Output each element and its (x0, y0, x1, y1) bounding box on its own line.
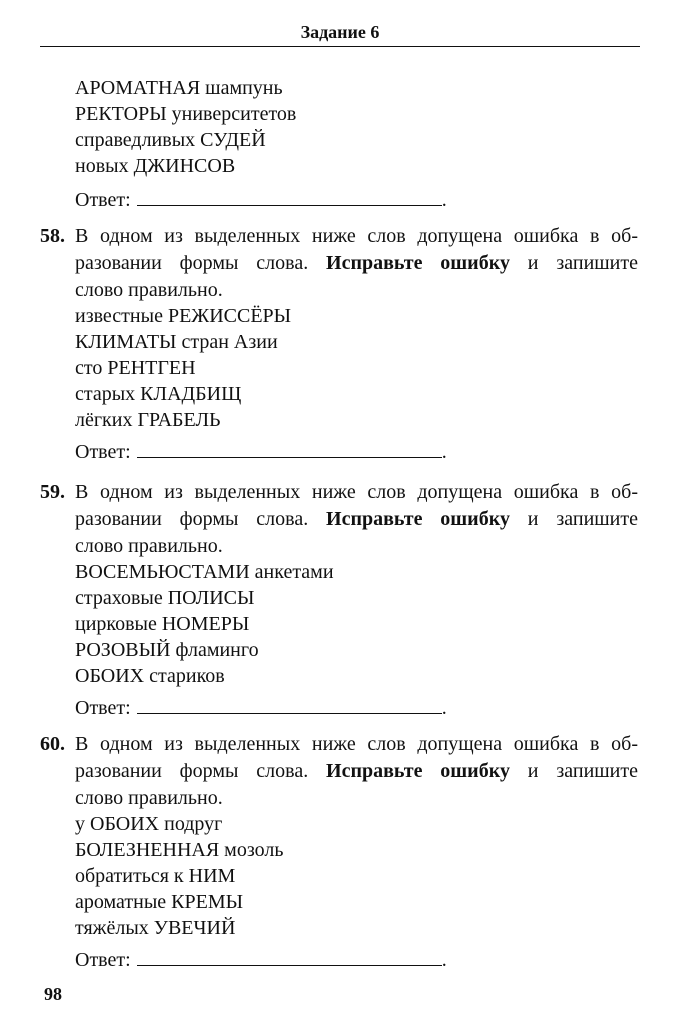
question-text-line (75, 251, 638, 275)
word-item: страховые ПОЛИСЫ (75, 587, 255, 609)
text: разовании формы слова. (75, 760, 327, 782)
text: разовании формы слова. (75, 508, 327, 530)
word-item: старых КЛАДБИЩ (75, 383, 242, 405)
text: разовании формы слова. (75, 252, 327, 274)
answer-field[interactable] (75, 948, 447, 972)
answer-label: Ответ: (75, 189, 131, 211)
question-text-line: В одном из выделенных ниже слов допущена ошибка в об- (75, 733, 638, 755)
word-item: ВОСЕМЬЮСТАМИ анкетами (75, 561, 334, 583)
answer-blank[interactable] (137, 949, 442, 966)
word-item: тяжёлых УВЕЧИЙ (75, 917, 236, 939)
bold-instruction: Исправьте ошибку (326, 508, 510, 530)
question-text-line: В одном из выделенных ниже слов допущена ошибка в об- (75, 225, 638, 247)
question-number: 60. (40, 733, 65, 755)
header-rule (40, 46, 640, 47)
question-number: 58. (40, 225, 65, 247)
question-text-line: В одном из выделенных ниже слов допущена ошибка в об- (75, 481, 638, 503)
question-text-line (75, 759, 638, 783)
word-item: лёгких ГРАБЕЛЬ (75, 409, 221, 431)
answer-blank[interactable] (137, 441, 442, 458)
word-item: сто РЕНТГЕН (75, 357, 196, 379)
answer-label: Ответ: (75, 949, 131, 971)
word-item: БОЛЕЗНЕННАЯ мозоль (75, 839, 284, 861)
answer-end: . (441, 189, 447, 211)
answer-label: Ответ: (75, 441, 131, 463)
word-item: КЛИМАТЫ стран Азии (75, 331, 278, 353)
intro-item: РЕКТОРЫ университетов (75, 103, 297, 125)
question-text-line: слово правильно. (75, 279, 223, 301)
intro-item: справедливых СУДЕЙ (75, 129, 266, 151)
question-text-line: слово правильно. (75, 787, 223, 809)
word-item: ароматные КРЕМЫ (75, 891, 244, 913)
text: и запишите (509, 760, 638, 782)
page-number: 98 (44, 984, 62, 1004)
answer-field[interactable] (75, 696, 447, 720)
answer-blank[interactable] (137, 189, 442, 206)
question-text-line (75, 507, 638, 531)
answer-field[interactable] (75, 188, 447, 212)
intro-item: АРОМАТНАЯ шампунь (75, 77, 283, 99)
bold-instruction: Исправьте ошибку (326, 252, 510, 274)
word-item: цирковые НОМЕРЫ (75, 613, 250, 635)
word-item: у ОБОИХ подруг (75, 813, 223, 835)
answer-end: . (441, 441, 447, 463)
word-item: обратиться к НИМ (75, 865, 236, 887)
text: и запишите (509, 252, 638, 274)
answer-field[interactable] (75, 440, 447, 464)
section-title: Задание 6 (300, 22, 380, 42)
word-item: РОЗОВЫЙ фламинго (75, 639, 259, 661)
answer-blank[interactable] (137, 697, 442, 714)
text: и запишите (509, 508, 638, 530)
answer-end: . (441, 697, 447, 719)
word-item: ОБОИХ стариков (75, 665, 225, 687)
bold-instruction: Исправьте ошибку (326, 760, 510, 782)
intro-item: новых ДЖИНСОВ (75, 155, 236, 177)
answer-label: Ответ: (75, 697, 131, 719)
question-number: 59. (40, 481, 65, 503)
answer-end: . (441, 949, 447, 971)
question-text-line: слово правильно. (75, 535, 223, 557)
word-item: известные РЕЖИССЁРЫ (75, 305, 292, 327)
